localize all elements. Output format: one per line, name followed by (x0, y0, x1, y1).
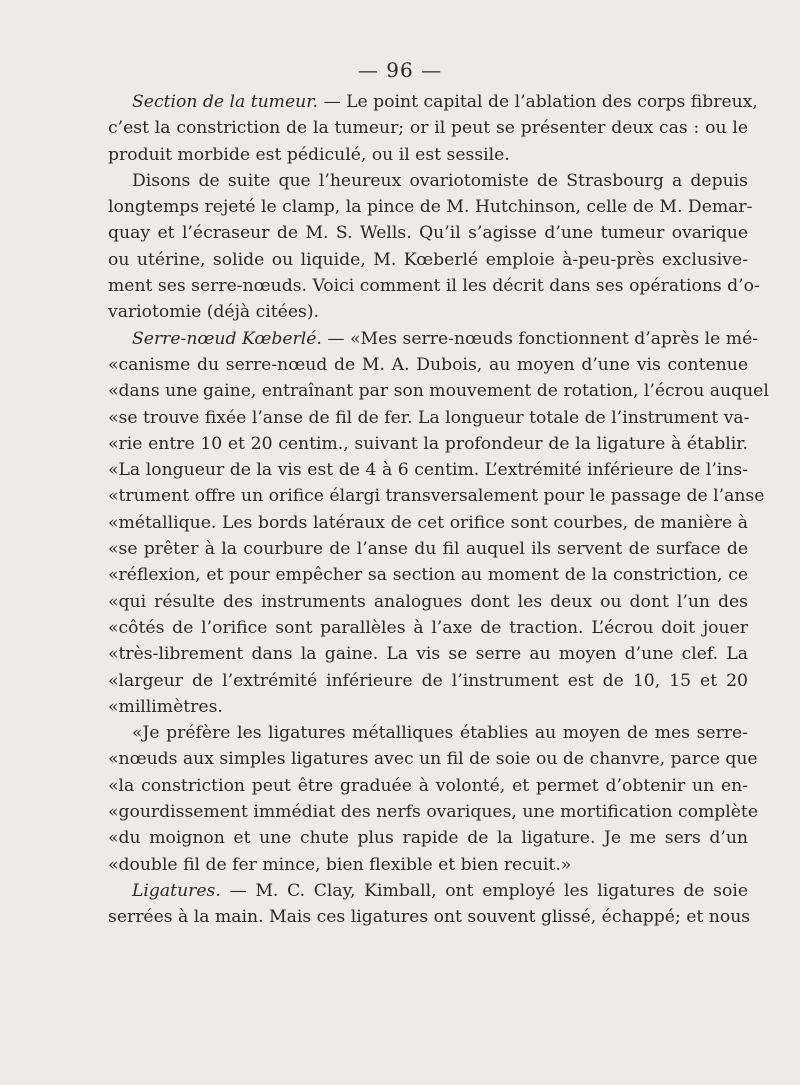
text-line (108, 773, 748, 799)
section-heading: Ligatures. (132, 880, 221, 901)
line-text: «canisme du serre-nœud de M. A. Dubois, au moyen d’une vis contenue (108, 354, 748, 375)
section-heading: Serre-nœud Kœberlé. (132, 328, 322, 349)
line-text: — Le point capital de l’ablation des corps fibreux, (318, 92, 758, 112)
text-line (108, 194, 753, 220)
line-text: — M. C. Clay, Kimball, ont employé les ligatures de soie (220, 880, 748, 901)
text-line (108, 247, 748, 273)
text-line (108, 799, 759, 825)
page-number: — 96 — (357, 58, 443, 82)
line-text: «trument offre un orifice élargi transversalement pour le passage de l’anse (108, 486, 765, 507)
paragraph (108, 720, 759, 878)
paragraph (108, 168, 760, 326)
text-line (108, 457, 748, 483)
text-line (108, 746, 758, 772)
line-text: produit morbide est pédiculé, ou il est sessile. (108, 144, 510, 165)
line-text: — «Mes serre-nœuds fonctionnent d’après le mé- (321, 328, 759, 349)
line-text: «rie entre 10 et 20 centim., suivant la profondeur de la ligature à établir. (108, 433, 748, 454)
text-line (108, 510, 748, 536)
line-text: ment ses serre-nœuds. Voici comment il les décrit dans ses opérations d’o- (108, 276, 760, 297)
text-line (108, 115, 748, 141)
text-line (108, 378, 769, 404)
text-line (108, 878, 748, 904)
paragraph (108, 878, 751, 931)
line-text: «double fil de fer mince, bien flexible et bien recuit.» (108, 854, 572, 875)
text-line (108, 273, 760, 299)
text-line (108, 89, 758, 115)
text-line (108, 536, 748, 562)
text-line (108, 352, 748, 378)
text-line (108, 641, 748, 667)
text-line (108, 668, 748, 694)
line-text: «qui résulte des instruments analogues dont les deux ou dont l’un des (108, 591, 748, 612)
text-line (108, 562, 748, 588)
text-line (108, 431, 748, 457)
text-line (108, 299, 748, 325)
line-text: c’est la constriction de la tumeur; or il peut se présenter deux cas : ou le (108, 118, 748, 139)
line-text: longtemps rejeté le clamp, la pince de M. Hutchinson, celle de M. Demar- (108, 197, 753, 218)
line-text: «Je préfère les ligatures métalliques établies au moyen de mes serre- (132, 723, 748, 744)
paragraph (108, 89, 758, 168)
line-text: «la constriction peut être graduée à volonté, et permet d’obtenir un en- (108, 775, 748, 796)
line-text: «nœuds aux simples ligatures avec un fil de soie ou de chanvre, parce que (108, 749, 758, 770)
line-text: «se trouve fixée l’anse de fil de fer. La longueur totale de l’instrument va- (108, 407, 750, 428)
line-text: variotomie (déjà citées). (108, 302, 319, 323)
text-line (108, 326, 759, 352)
line-text: «gourdissement immédiat des nerfs ovariques, une mortification complète (108, 802, 759, 823)
text-line (108, 168, 748, 194)
line-text: «se prêter à la courbure de l’anse du fil auquel ils servent de surface de (108, 539, 748, 560)
text-line (108, 589, 748, 615)
line-text: «largeur de l’extrémité inférieure de l’instrument est de 10, 15 et 20 (108, 670, 748, 691)
line-text: Disons de suite que l’heureux ovariotomiste de Strasbourg a depuis (132, 170, 748, 191)
text-line (108, 142, 748, 168)
line-text: serrées à la main. Mais ces ligatures ont souvent glissé, échappé; et nous (108, 907, 751, 928)
line-text: «côtés de l’orifice sont parallèles à l’axe de traction. L’écrou doit jouer (108, 617, 748, 638)
line-text: «du moignon et une chute plus rapide de la ligature. Je me sers d’un (108, 828, 748, 849)
body-text (108, 89, 769, 931)
section-heading: Section de la tumeur. (132, 92, 319, 112)
line-text: «métallique. Les bords latéraux de cet orifice sont courbes, de manière à (108, 512, 748, 533)
text-line (108, 825, 748, 851)
text-line (108, 483, 765, 509)
paragraph (108, 326, 769, 720)
text-line (108, 405, 748, 431)
text-line (108, 904, 751, 930)
text-line (108, 852, 748, 878)
line-text: «réflexion, et pour empêcher sa section au moment de la constriction, ce (108, 565, 748, 586)
line-text: ou utérine, solide ou liquide, M. Kœberlé emploie à-peu-près exclusive- (108, 249, 748, 270)
line-text: «dans une gaine, entraînant par son mouvement de rotation, l’écrou auquel (108, 381, 769, 402)
text-line (108, 220, 748, 246)
text-line (108, 720, 748, 746)
line-text: «La longueur de la vis est de 4 à 6 centim. L’extrémité inférieure de l’ins- (108, 460, 748, 481)
line-text: quay et l’écraseur de M. S. Wells. Qu’il s’agisse d’une tumeur ovarique (108, 223, 748, 244)
line-text: «très-librement dans la gaine. La vis se serre au moyen d’une clef. La (108, 644, 748, 665)
line-text: «millimètres. (108, 696, 223, 717)
text-line (108, 615, 748, 641)
text-line (108, 694, 748, 720)
